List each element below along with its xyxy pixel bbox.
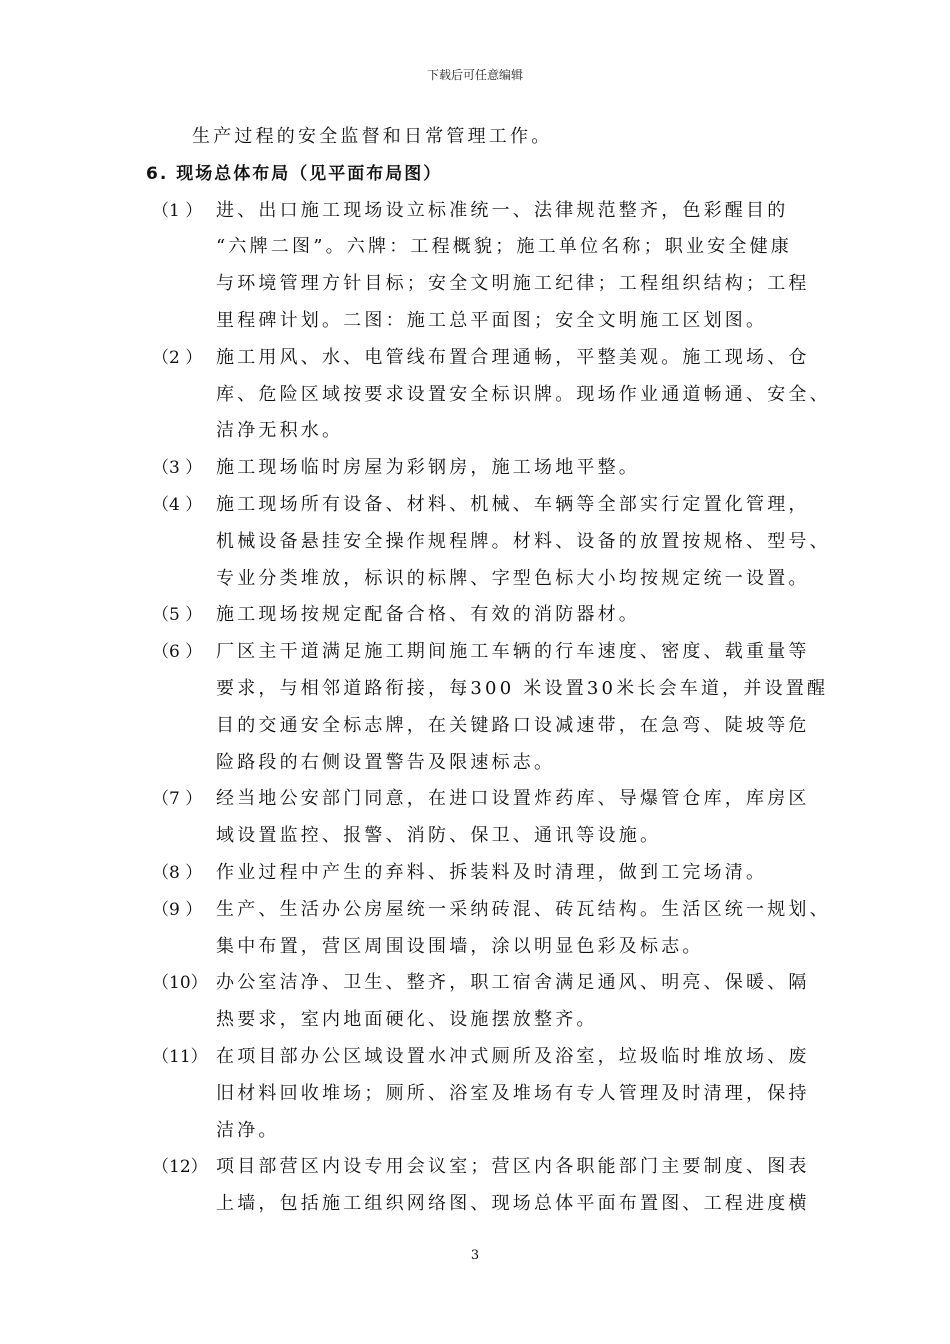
- item-text: 洁净。: [216, 1119, 280, 1141]
- item-number: （4 ）: [152, 494, 203, 515]
- item-continuation-line: [146, 671, 861, 708]
- item-text: 域设置监控、报警、消防、保卫、通讯等设施。: [216, 825, 662, 847]
- item-text: 生产、生活办公房屋统一采纳砖混、砖瓦结构。生活区统一规划、: [216, 898, 831, 920]
- item-first-line: [146, 193, 861, 230]
- item-continuation-line: [146, 1002, 861, 1039]
- item-text: 经当地公安部门同意，在进口设置炸药库、导爆管仓库，库房区: [216, 788, 810, 810]
- item-first-line: [146, 855, 861, 892]
- list-item: [146, 193, 861, 340]
- list-item: [146, 634, 861, 781]
- list-item: [146, 965, 861, 1039]
- item-text: 洁净无积水。: [216, 420, 344, 442]
- item-number: （3 ）: [152, 458, 203, 479]
- item-continuation-line: [146, 561, 861, 598]
- item-text: 机械设备悬挂安全操作规程牌。材料、设备的放置按规格、型号、: [216, 530, 831, 552]
- item-number: （8 ）: [152, 862, 203, 883]
- intro-line: 生产过程的安全监督和日常管理工作。: [192, 126, 553, 147]
- item-text: 施工现场临时房屋为彩钢房，施工场地平整。: [216, 457, 640, 479]
- item-text: 在项目部办公区域设置水冲式厕所及浴室，垃圾临时堆放场、废: [216, 1045, 810, 1067]
- item-text: 办公室洁净、卫生、整齐，职工宿舍满足通风、明亮、保暖、隔: [216, 972, 810, 994]
- item-text: 项目部营区内设专用会议室；营区内各职能部门主要制度、图表: [216, 1156, 810, 1178]
- item-text: 进、出口施工现场设立标准统一、法律规范整齐，色彩醒目的: [216, 199, 789, 221]
- item-text: 施工现场所有设备、材料、机械、车辆等全部实行定置化管理，: [216, 493, 810, 515]
- item-first-line: [146, 1039, 861, 1076]
- list-item: [146, 487, 861, 597]
- item-number: （11）: [152, 1046, 208, 1067]
- item-continuation-line: [146, 929, 861, 966]
- item-number: （7 ）: [152, 789, 203, 810]
- item-number: （2 ）: [152, 347, 203, 368]
- item-continuation-line: [146, 229, 861, 266]
- item-text: 施工用风、水、电管线布置合理通畅，平整美观。施工现场、仓: [216, 346, 810, 368]
- item-text: 专业分类堆放，标识的标牌、字型色标大小均按规定统一设置。: [216, 567, 810, 589]
- item-number: （9 ）: [152, 899, 203, 920]
- item-number: （12）: [152, 1157, 208, 1178]
- item-number: （5 ）: [152, 605, 203, 626]
- item-list: [146, 193, 861, 1223]
- item-text: “六牌二图”。六牌：工程概貌；施工单位名称；职业安全健康: [216, 236, 793, 258]
- list-item: [146, 1149, 861, 1223]
- list-item: [146, 1039, 861, 1149]
- item-text: 上墙，包括施工组织网络图、现场总体平面布置图、工程进度横: [216, 1193, 810, 1215]
- item-first-line: [146, 892, 861, 929]
- item-number: （10）: [152, 973, 208, 994]
- item-number: （1 ）: [152, 200, 203, 221]
- item-first-line: [146, 781, 861, 818]
- item-first-line: [146, 1149, 861, 1186]
- item-continuation-line: [146, 524, 861, 561]
- item-text: 险路段的右侧设置警告及限速标志。: [216, 751, 556, 773]
- item-continuation-line: [146, 708, 861, 745]
- list-item: [146, 450, 861, 487]
- item-continuation-line: [146, 1076, 861, 1113]
- item-text: 与环境管理方针目标；安全文明施工纪律；工程组织结构；工程: [216, 273, 810, 295]
- item-first-line: [146, 965, 861, 1002]
- document-body: [146, 119, 861, 1223]
- item-text: 库、危险区域按要求设置安全标识牌。现场作业通道畅通、安全、: [216, 383, 831, 405]
- item-text: 要求，与相邻道路衔接，每300 米设置30米长会车道，并设置醒: [216, 677, 829, 699]
- item-first-line: [146, 634, 861, 671]
- item-text: 作业过程中产生的弃料、拆装料及时清理，做到工完场清。: [216, 861, 768, 883]
- item-text: 热要求，室内地面硬化、设施摆放整齐。: [216, 1009, 598, 1031]
- item-text: 厂区主干道满足施工期间施工车辆的行车速度、密度、载重量等: [216, 641, 810, 663]
- list-item: [146, 892, 861, 966]
- item-text: 目的交通安全标志牌，在关键路口设减速带，在急弯、陡坡等危: [216, 714, 810, 736]
- item-continuation-line: [146, 1186, 861, 1223]
- list-item: [146, 781, 861, 855]
- item-text: 施工现场按规定配备合格、有效的消防器材。: [216, 604, 640, 626]
- item-continuation-line: [146, 413, 861, 450]
- page-header: 下载后可任意编辑: [426, 68, 523, 82]
- item-continuation-line: [146, 303, 861, 340]
- item-text: 里程碑计划。二图：施工总平面图；安全文明施工区划图。: [216, 309, 768, 331]
- item-number: （6 ）: [152, 642, 203, 663]
- list-item: [146, 855, 861, 892]
- item-text: 旧材料回收堆场；厕所、浴室及堆场有专人管理及时清理，保持: [216, 1082, 810, 1104]
- item-first-line: [146, 450, 861, 487]
- item-text: 集中布置，营区周围设围墙，涂以明显色彩及标志。: [216, 935, 704, 957]
- item-continuation-line: [146, 818, 861, 855]
- page-number: 3: [470, 1248, 480, 1263]
- item-continuation-line: [146, 377, 861, 414]
- item-continuation-line: [146, 1113, 861, 1150]
- list-item: [146, 340, 861, 450]
- item-continuation-line: [146, 745, 861, 782]
- list-item: [146, 597, 861, 634]
- item-first-line: [146, 487, 861, 524]
- section-title: 6. 现场总体布局（见平面布局图）: [146, 163, 443, 184]
- item-first-line: [146, 340, 861, 377]
- item-first-line: [146, 597, 861, 634]
- item-continuation-line: [146, 266, 861, 303]
